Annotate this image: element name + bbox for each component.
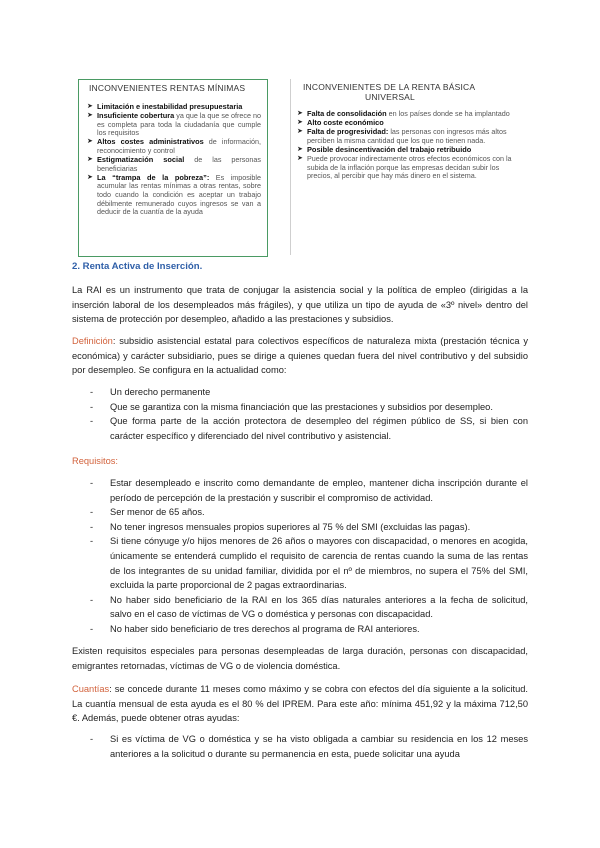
list-item	[72, 400, 528, 415]
especiales-block	[72, 644, 528, 673]
figure-left-title: INCONVENIENTES RENTAS MÍNIMAS	[89, 83, 246, 93]
cuantias-label: Cuantías	[72, 684, 110, 694]
intro-block	[72, 283, 528, 327]
dash-bullet: -	[90, 507, 94, 518]
item-text: ya que la que se ofrece no es completa para toda la ciudadanía que cumple los requisitos	[97, 111, 261, 138]
item-text: de las personas beneficiarias	[97, 155, 261, 173]
arrow-bullet-icon: ➤	[87, 138, 93, 146]
item-bold: La “trampa de la pobreza”:	[97, 172, 210, 182]
dash-bullet: -	[90, 536, 94, 547]
list-item-text: No tener ingresos mensuales propios superiores al 75 % del SMI (excluidas las pagas).	[110, 521, 471, 532]
list-item-text: No haber sido beneficiario de tres derechos al programa de RAI anteriores.	[110, 623, 420, 634]
definicion-block	[72, 334, 528, 378]
arrow-bullet-icon: ➤	[87, 173, 93, 181]
list-item-text: Que se garantiza con la misma financiación que las prestaciones y subsidios por desempleo.	[110, 401, 493, 412]
list-item	[87, 112, 261, 138]
item-bold: Falta de progresividad:	[307, 127, 389, 137]
item-text: Puede provocar indirectamente otros efectos económicos con la subida de la inflación porque las empresas decidan subir los precios, al percibir que hay más dinero en el sistema.	[307, 153, 512, 181]
list-item-text: Si tiene cónyuge y/o hijos menores de 26 años o mayores con discapacidad, o menores en acogida, únicamente se entenderá cumplido el requisito de carencia de rentas cuando la suma de las rentas de los integrantes de su unidad familiar, dividida por el nº de miembros, no supera el 75% del SMI, excluida la parte proporcional de 2 pagas extraordinarias.	[110, 536, 528, 591]
requisitos-list-block	[72, 476, 528, 637]
item-text: las personas con ingresos más altos perciben la misma cantidad que los que no tienen nada.	[307, 127, 507, 145]
section-heading: 2. Renta Activa de Inserción.	[72, 261, 203, 272]
list-item	[297, 155, 517, 181]
intro-paragraph: La RAI es un instrumento que trata de conjugar la asistencia social y la política de empleo (dirigidas a la inserción laboral de los desempleados más frágiles), y que utiliza un tipo de ayuda de «3º nivel» dentro del sistema de protección por desempleo, añadido a las prestaciones y subsidios.	[72, 285, 528, 325]
dash-bullet: -	[90, 623, 94, 634]
arrow-bullet-icon: ➤	[87, 156, 93, 164]
figure-inconvenientes-renta-basica	[290, 79, 521, 255]
list-item-text: Un derecho permanente	[110, 387, 211, 397]
item-bold: Falta de consolidación	[307, 109, 387, 118]
arrow-bullet-icon: ➤	[297, 154, 303, 162]
list-item	[87, 174, 261, 217]
item-text: Es imposible acumular las rentas mínimas a otras rentas, sobre todo cuando la condición es aceptar un trabajo débilmente remunerado cuyos ingresos se van a deducir de la cuantía de la ayuda	[97, 172, 261, 217]
especiales-paragraph: Existen requisitos especiales para personas desempleadas de larga duración, personas con discapacidad, emigrantes retornadas, víctimas de VG o de violencia doméstica.	[72, 646, 528, 671]
figure-right-list	[291, 110, 521, 181]
list-item-text: Estar desempleado e inscrito como demandante de empleo, mantener dicha inscripción durante el período de percepción de la prestación y suscribir el compromiso de actividad.	[110, 478, 528, 503]
arrow-bullet-icon: ➤	[87, 112, 93, 120]
item-bold: Insuficiente cobertura	[97, 111, 175, 121]
item-bold: Estigmatización social	[97, 155, 185, 165]
figure-right-title-line1: INCONVENIENTES DE LA RENTA BÁSICA	[303, 82, 476, 92]
cuantias-block	[72, 682, 528, 726]
cuantias-text: : se concede durante 11 meses como máximo y se cobra con efectos del día siguiente a la solicitud. La cuantía mensual de esta ayuda es el 80 % del IPREM. Para este año: mínima 451,92 y la máxima 712,50 €. Además, puede obtener otras ayudas:	[72, 684, 528, 724]
list-item	[72, 505, 528, 520]
list-item	[72, 520, 528, 535]
list-item	[72, 414, 528, 443]
list-item-text: No haber sido beneficiario de la RAI en los 365 días naturales anteriores a la fecha de solicitud, salvo en el caso de víctimas de VG o doméstica y personas con discapacidad.	[110, 594, 528, 620]
list-item	[297, 128, 517, 145]
dash-bullet: -	[90, 594, 94, 605]
list-item	[72, 732, 528, 761]
figure-right-title-line2: UNIVERSAL	[365, 92, 415, 102]
requisitos-label	[72, 454, 528, 469]
list-item-text: Si es víctima de VG o doméstica y se ha visto obligada a cambiar su residencia en los 12 meses anteriores a la solicitud o durante su permanencia en esta, puede solicitar una ayuda	[110, 734, 528, 759]
arrow-bullet-icon: ➤	[87, 103, 93, 110]
figure-left-list	[79, 103, 267, 217]
figure-inconvenientes-rentas-minimas	[78, 79, 268, 257]
arrow-bullet-icon: ➤	[297, 128, 303, 136]
arrow-bullet-icon: ➤	[297, 119, 303, 127]
item-text: de información, reconocimiento y control	[97, 137, 261, 155]
definicion-paragraph	[72, 334, 528, 378]
item-bold: Altos costes administrativos	[97, 137, 204, 147]
item-bold: Alto coste económico	[307, 118, 384, 128]
dash-bullet: -	[90, 416, 94, 427]
requisitos-label-text: Requisitos:	[72, 456, 118, 466]
requisitos-list	[72, 476, 528, 637]
definicion-list	[72, 385, 528, 443]
item-text: en los países donde se ha implantado	[386, 109, 510, 118]
list-item	[72, 385, 528, 400]
list-item	[72, 622, 528, 637]
list-item	[72, 476, 528, 505]
definicion-list-block	[72, 385, 528, 443]
dash-bullet: -	[90, 734, 94, 744]
list-item	[87, 156, 261, 173]
dash-bullet: -	[90, 387, 94, 397]
dash-bullet: -	[90, 521, 94, 532]
item-bold: Posible desincentivación del trabajo retribuido	[307, 144, 472, 154]
cuantias-list	[72, 732, 528, 761]
dash-bullet: -	[90, 401, 94, 412]
list-item-text: Que forma parte de la acción protectora de desempleo del régimen público de SS, si bien con carácter específico y diferenciado del nivel contributivo y asistencial.	[110, 416, 528, 441]
figure-right-title	[291, 79, 521, 102]
definicion-text: : subsidio asistencial estatal para colectivos específicos de naturaleza mixta (prestación técnica y económica) y carácter subsidiario, pues se dirige a quienes quedan fuera del nivel contributivo y del subsidio por desempleo. Se configura en la actualidad como:	[72, 336, 528, 376]
list-item	[72, 534, 528, 592]
requisitos-block	[72, 454, 528, 469]
cuantias-list-block	[72, 732, 528, 761]
item-bold: Limitación e inestabilidad presupuestaria	[97, 102, 243, 111]
definicion-label: Definición	[72, 336, 113, 346]
cuantias-paragraph	[72, 682, 528, 726]
list-item	[72, 593, 528, 622]
dash-bullet: -	[90, 478, 94, 488]
arrow-bullet-icon: ➤	[297, 110, 303, 117]
arrow-bullet-icon: ➤	[297, 145, 303, 153]
list-item-text: Ser menor de 65 años.	[110, 507, 205, 518]
list-item	[87, 138, 261, 155]
